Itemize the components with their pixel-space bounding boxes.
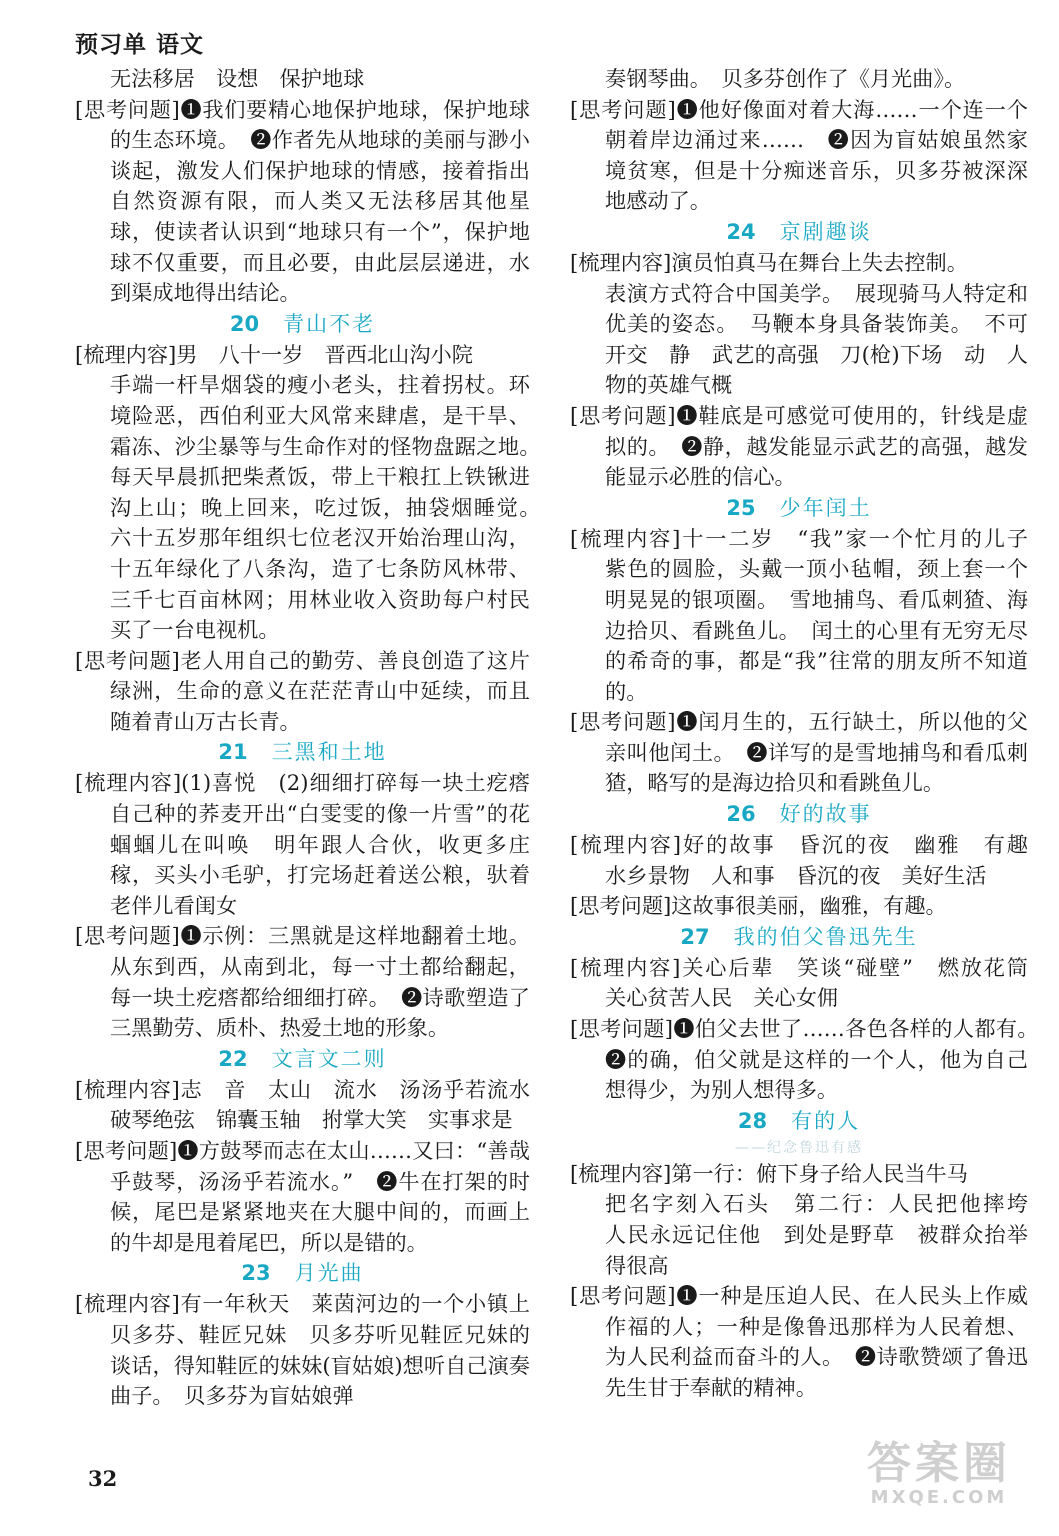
- lesson-name: 京剧趣谈: [779, 219, 872, 244]
- text-block: [思考问题]老人用自己的勤劳、善良创造了这片绿洲，生命的意义在茫茫青山中延续，而且随着青山万古长青。: [75, 647, 530, 734]
- lesson-name: 有的人: [791, 1108, 861, 1133]
- lesson-name: 文言文二则: [271, 1046, 387, 1071]
- text-block: 把名字刻入石头 第二行：人民把他摔垮 人民永远记住他 到处是野草 被群众抬举得很高: [605, 1191, 1050, 1278]
- text-block: [梳理内容]十一二岁 “我”家一个忙月的儿子 紫色的圆脸，头戴一顶小毡帽，颈上套一个明晃晃的银项圈。 雪地捕鸟、看瓜刺猹、海边拾贝、看跳鱼儿。 闰土的心里有无穷无尽的希奇的事，都是“我”往常的朋友所不知道的。: [570, 525, 1050, 704]
- text-block: [梳理内容]有一年秋天 莱茵河边的一个小镇上 贝多芬、鞋匠兄妹 贝多芬听见鞋匠兄妹的谈话，得知鞋匠的妹妹(盲姑娘)想听自己演奏曲子。 贝多芬为盲姑娘弹: [75, 1291, 552, 1409]
- text-block: 奏钢琴曲。 贝多芬创作了《月光曲》。: [605, 66, 966, 91]
- text-block: [思考问题]❶伯父去世了……各色各样的人都有。 ❷的确，伯父就是这样的一个人，他为自己想得少，为别人想得多。: [570, 1016, 1050, 1103]
- text-block: [思考问题]❶他好像面对着大海……一个连一个朝着岸边涌过来…… ❷因为盲姑娘虽然家境贫寒，但是十分痴迷音乐，贝多芬被深深地感动了。: [570, 96, 1028, 214]
- lesson-number: 23: [241, 1261, 271, 1286]
- lesson-name: 好的故事: [779, 802, 872, 827]
- text-block: [梳理内容](1)喜悦 (2)细细打碎每一块土疙瘩 自己种的荞麦开出“白雯雯的像一片雪”的花 蝈蝈儿在叫唤 明年跟人合伙，收更多庄稼，买头小毛驴，打完场赶着送公粮，驮着老伴儿看闺女: [75, 770, 552, 918]
- text-block: [思考问题]❶闰月生的，五行缺土，所以他的父亲叫他闰土。 ❷详写的是雪地捕鸟和看瓜刺猹，略写的是海边拾贝和看跳鱼儿。: [570, 709, 1028, 796]
- text-block: [梳理内容]志 音 太山 流水 汤汤乎若流水 破琴绝弦 锦囊玉轴 拊掌大笑 实事求是: [75, 1076, 552, 1133]
- text-block: [思考问题]这故事很美丽，幽雅，有趣。: [570, 893, 947, 919]
- lesson-number: 26: [726, 802, 756, 827]
- lesson-name: 我的伯父鲁迅先生: [733, 924, 918, 949]
- lesson-number: 20: [229, 311, 260, 336]
- text-block: 表演方式符合中国美学。 展现骑马人特定和优美的姿态。 马鞭本身具备装饰美。 不可开交 静 武艺的高强 刀(枪)下场 动 人物的英雄气概: [605, 280, 1028, 398]
- text-block: [思考问题]❶方鼓琴而志在太山……又曰：“善哉乎鼓琴，汤汤乎若流水。” ❷牛在打架的时候，尾巴是紧紧地夹在大腿中间的，而画上的牛却是甩着尾巴，所以是错的。: [75, 1138, 530, 1255]
- right-column: [570, 64, 1050, 1404]
- text-block: [梳理内容]演员怕真马在舞台上失去控制。: [570, 249, 968, 275]
- left-column: [75, 64, 552, 1412]
- lesson-title: [75, 1044, 530, 1075]
- text-block: [思考问题]❶我们要精心地保护地球，保护地球的生态环境。 ❷作者先从地球的美丽与渺小谈起，激发人们保护地球的情感，接着指出自然资源有限，而人类又无法移居其他星球，使读者认识到“地球只有一个”，保护地球不仅重要，而且必要，由此层层递进，水到渠成地得出结论。: [75, 96, 530, 306]
- lesson-title: [570, 922, 1028, 953]
- watermark-text: 答案圈: [867, 1438, 1011, 1489]
- page-number: 32: [88, 1466, 118, 1491]
- lesson-number: 27: [680, 924, 710, 949]
- lesson-number: 22: [218, 1046, 248, 1071]
- lesson-title: [75, 737, 530, 768]
- lesson-title: [75, 1258, 530, 1289]
- lesson-name: 少年闰土: [779, 495, 872, 520]
- lesson-title: [570, 217, 1028, 248]
- lesson-name: 青山不老: [283, 311, 376, 336]
- watermark-url: MXQE.COM: [870, 1487, 1008, 1508]
- text-block: [思考问题]❶示例：三黑就是这样地翻着土地。从东到西，从南到北，每一寸土都给翻起，每一块土疙瘩都给细细打碎。 ❷诗歌塑造了三黑勤劳、质朴、热爱土地的形象。: [75, 923, 530, 1041]
- lesson-number: 21: [218, 740, 248, 765]
- text-block: [梳理内容]男 八十一岁 晋西北山沟小院: [75, 341, 473, 367]
- text-block: 手端一杆旱烟袋的瘦小老头，拄着拐杖。环境险恶，西伯利亚大风常来肆虐，是干旱、霜冻、沙尘暴等与生命作对的怪物盘踞之地。 每天早晨抓把柴煮饭，带上干粮扛上铁锹进沟上山；晚上回来，吃过饭，抽袋烟睡觉。 六十五岁那年组织七位老汉开始治理山沟，十五年绿化了八条沟，造了七条防风林带、三千七百亩林网；用林业收入资助每户村民买了一台电视机。: [110, 372, 552, 643]
- lesson-number: 24: [726, 219, 756, 244]
- text-block: 无法移居 设想 保护地球: [110, 66, 365, 91]
- text-block: [梳理内容]第一行：俯下身子给人民当牛马: [570, 1160, 968, 1186]
- lesson-name: 月光曲: [294, 1261, 364, 1286]
- lesson-number: 25: [726, 495, 756, 520]
- text-block: [思考问题]❶一种是压迫人民、在人民头上作威作福的人；一种是像鲁迅那样为人民着想、为人民利益而奋斗的人。 ❷诗歌赞颂了鲁迅先生甘于奉献的精神。: [570, 1283, 1028, 1400]
- lesson-title: [570, 1106, 1028, 1137]
- lesson-title: [75, 309, 530, 340]
- lesson-number: 28: [737, 1108, 768, 1133]
- text-block: [梳理内容]好的故事 昏沉的夜 幽雅 有趣 水乡景物 人和事 昏沉的夜 美好生活: [570, 832, 1050, 888]
- lesson-title: [570, 493, 1028, 524]
- lesson-title: [570, 799, 1028, 830]
- poem-subtitle: ——纪念鲁迅有感: [735, 1139, 863, 1156]
- page-header: 预习单 语文: [75, 32, 205, 58]
- text-block: [思考问题]❶鞋底是可感觉可使用的，针线是虚拟的。 ❷静，越发能显示武艺的高强，越发能显示必胜的信心。: [570, 402, 1028, 490]
- text-block: [梳理内容]关心后辈 笑谈“碰壁” 燃放花筒 关心贫苦人民 关心女佣: [570, 954, 1050, 1011]
- watermark-logo: [849, 1440, 1029, 1512]
- lesson-name: 三黑和土地: [271, 740, 387, 765]
